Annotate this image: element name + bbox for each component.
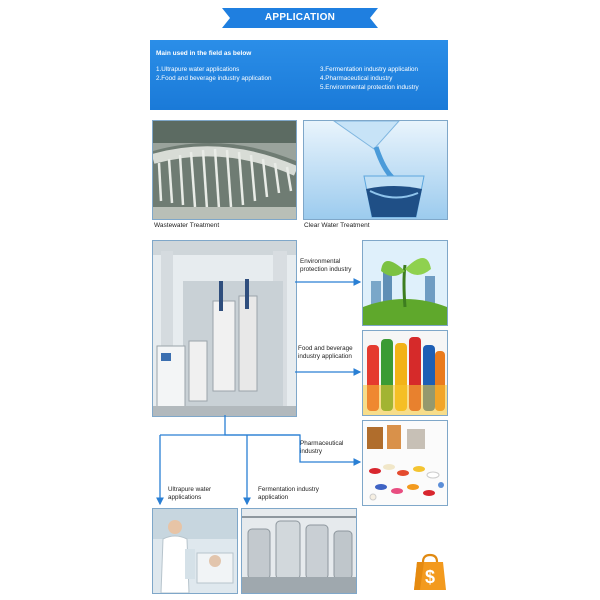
field-item-1: 1.Ultrapure water applications	[156, 66, 240, 73]
field-item-5: 5.Environmental protection industry	[320, 84, 419, 91]
label-pharmaceutical: Pharmaceutical industry	[300, 440, 344, 455]
label-environmental: Environmental protection industry	[300, 258, 352, 273]
clearwater-caption: Clear Water Treatment	[304, 222, 370, 229]
ultrapure-water-photo	[152, 508, 238, 594]
page-title: APPLICATION	[264, 12, 336, 23]
wastewater-treatment-photo	[152, 120, 297, 220]
pharmaceutical-image	[362, 420, 448, 506]
clear-water-photo	[303, 120, 448, 220]
shopping-bag-dollar-icon	[412, 552, 448, 592]
field-item-4: 4.Pharmaceutical industry	[320, 75, 393, 82]
application-fields-box	[150, 40, 448, 110]
wastewater-caption: Wastewater Treatment	[154, 222, 220, 229]
svg-text:$: $	[424, 567, 436, 587]
field-item-3: 3.Fermentation industry application	[320, 66, 419, 73]
fields-heading: Main used in the field as below	[156, 50, 252, 57]
food-beverage-image	[362, 330, 448, 416]
label-ultrapure: Ultrapure water applications	[168, 486, 212, 501]
water-treatment-container-photo	[152, 240, 297, 417]
label-fermentation: Fermentation industry application	[258, 486, 319, 501]
label-food-beverage: Food and beverage industry application	[298, 345, 353, 360]
environmental-protection-image	[362, 240, 448, 326]
field-item-2: 2.Food and beverage industry application	[156, 75, 272, 82]
fermentation-photo	[241, 508, 357, 594]
